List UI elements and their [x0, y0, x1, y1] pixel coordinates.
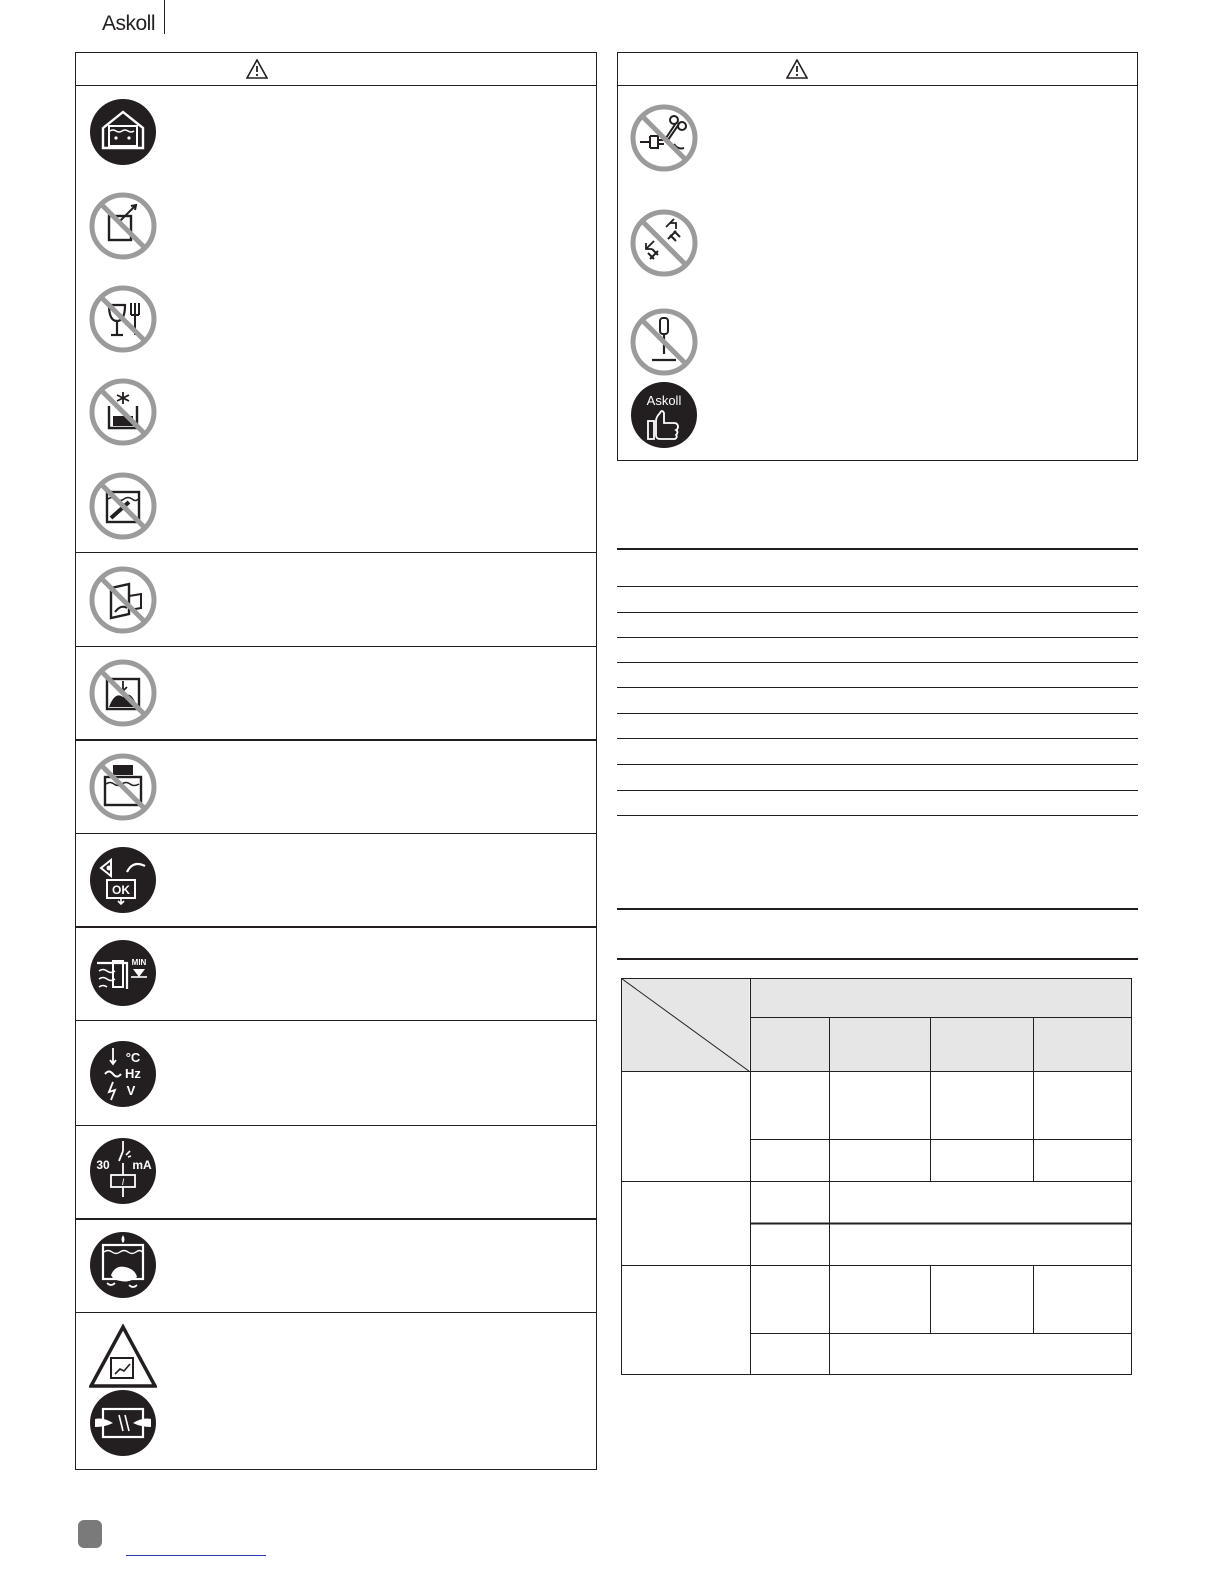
current-unit-label: mA [132, 1158, 152, 1172]
footer-link[interactable] [126, 1555, 266, 1556]
warning-triangle-icon [786, 59, 808, 79]
list-rule [617, 764, 1138, 765]
unplug-before-cleaning-icon [89, 1231, 157, 1299]
list-rule [617, 790, 1138, 791]
list-rule [617, 815, 1138, 816]
svg-text:I: I [121, 1177, 125, 1187]
panel-header [76, 53, 596, 86]
electrical-ratings-icon [89, 1040, 157, 1108]
min-label: MIN [131, 958, 147, 967]
rcd-30ma-icon [89, 1137, 157, 1205]
list-top-rule [617, 548, 1138, 550]
safety-panel-left [75, 52, 597, 1470]
list-rule [617, 738, 1138, 739]
no-lifting-by-cable-icon [89, 192, 157, 260]
specification-table [621, 978, 1132, 1375]
brand-logo: Askoll [102, 12, 156, 35]
safety-panel-right [617, 52, 1138, 461]
section-rule [617, 958, 1138, 960]
ok-label: OK [112, 883, 130, 897]
visual-check-ok-icon [89, 846, 157, 914]
no-cleaning-tools-in-water-icon [89, 472, 157, 540]
no-hot-surface-icon [89, 566, 157, 634]
volt-label: V [126, 1083, 136, 1098]
celsius-label: °C [125, 1050, 141, 1065]
hot-glass-warning-icon [89, 1324, 157, 1392]
list-rule [617, 687, 1138, 688]
list-rule [617, 637, 1138, 638]
section-rule [617, 908, 1138, 910]
no-tampering-icon [630, 308, 698, 376]
no-appliance-on-top-icon [89, 753, 157, 821]
list-rule [617, 662, 1138, 663]
header-divider [164, 0, 165, 34]
warning-triangle-icon [246, 59, 268, 79]
list-rule [617, 586, 1138, 587]
hertz-label: Hz [125, 1066, 141, 1081]
askoll-service-icon [630, 381, 698, 449]
no-heating-dry-icon [89, 659, 157, 727]
handle-with-both-hands-icon [89, 1389, 157, 1457]
no-food-use-icon [89, 285, 157, 353]
no-cutting-cable-icon [630, 104, 698, 172]
current-value-label: 30 [96, 1158, 110, 1172]
panel-header [618, 53, 1137, 86]
list-rule [617, 612, 1138, 613]
no-freezing-icon [89, 378, 157, 446]
no-unplug-wet-hands-icon [630, 209, 698, 277]
page-number-badge [78, 1520, 102, 1548]
indoor-use-icon [89, 98, 157, 166]
minimum-water-level-icon [89, 939, 157, 1007]
askoll-badge-label: Askoll [646, 393, 682, 408]
list-rule [617, 713, 1138, 714]
